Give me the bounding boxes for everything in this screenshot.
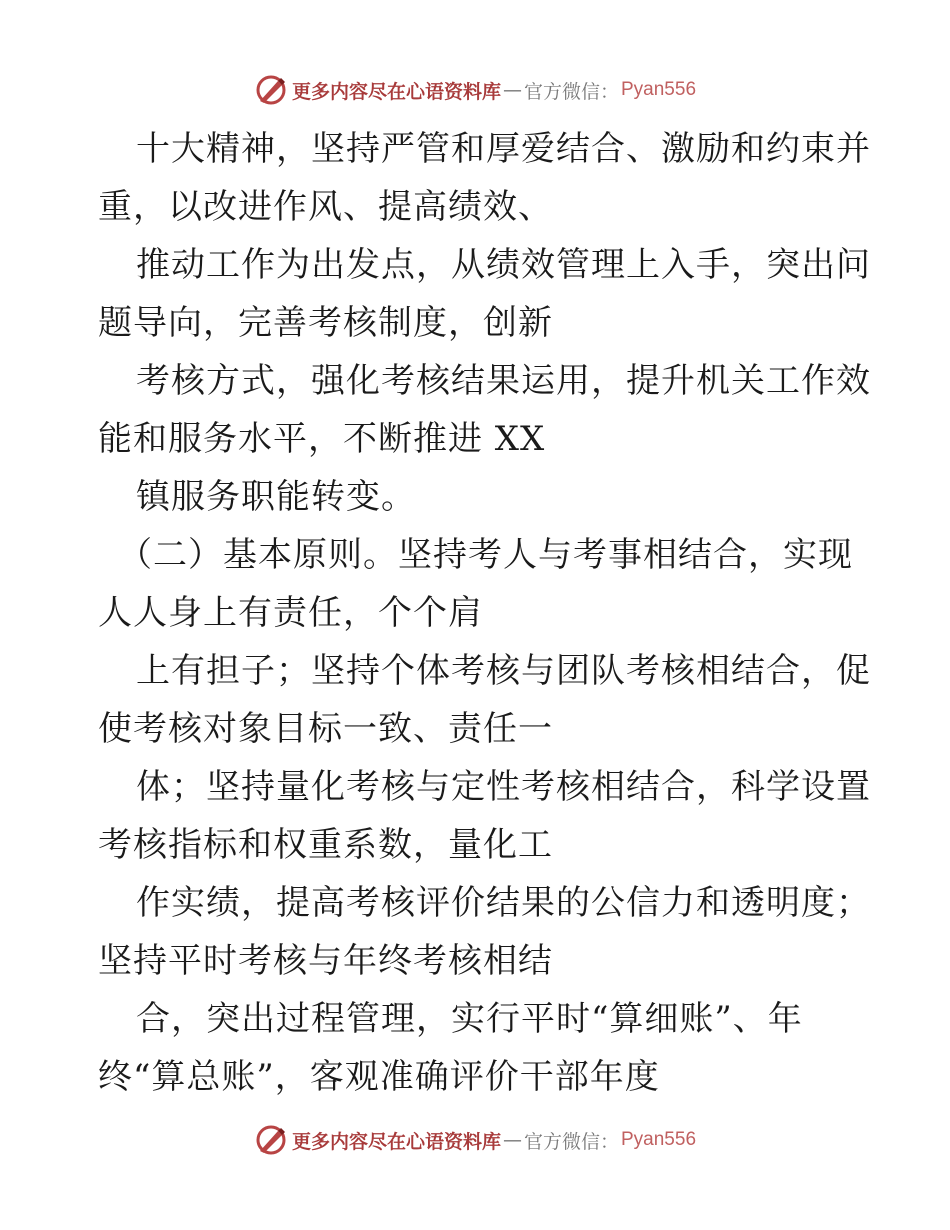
body-line: 十大精神，坚持严管和厚爱结合、激励和约束并 <box>136 129 871 169</box>
body-line: 终“算总账”，客观准确评价干部年度 <box>98 1057 660 1097</box>
watermark-site-text: 更多内容尽在心语资料库 <box>291 80 501 103</box>
body-line: 合，突出过程管理，实行平时“算细账”、年 <box>136 999 803 1039</box>
header-watermark <box>0 70 950 110</box>
body-line: 人人身上有责任，个个肩 <box>98 593 483 633</box>
body-line: 能和服务水平，不断推进 XX <box>98 419 546 459</box>
body-line: 重，以改进作风、提高绩效、 <box>98 187 553 227</box>
body-line: 使考核对象目标一致、责任一 <box>98 709 553 749</box>
body-line: 推动工作为出发点，从绩效管理上入手，突出问 <box>136 245 871 285</box>
body-line: 考核方式，强化考核结果运用，提升机关工作效 <box>136 361 871 401</box>
watermark-account-id: Pyan556 <box>621 79 697 100</box>
watermark-site-text: 更多内容尽在心语资料库 <box>291 1130 501 1153</box>
watermark-account-id: Pyan556 <box>621 1129 697 1150</box>
footer-watermark <box>0 1120 950 1160</box>
body-line: 坚持平时考核与年终考核相结 <box>98 941 553 981</box>
watermark-dash: — <box>502 1129 522 1151</box>
body-line: 镇服务职能转变。 <box>136 477 416 517</box>
body-line: 作实绩，提高考核评价结果的公信力和透明度； <box>136 883 871 923</box>
body-line: （二）基本原则。坚持考人与考事相结合，实现 <box>118 535 853 575</box>
body-line: 题导向，完善考核制度，创新 <box>98 303 553 343</box>
pen-logo-icon <box>254 1123 288 1157</box>
watermark-official-label: 官方微信： <box>523 80 619 103</box>
body-line: 上有担子；坚持个体考核与团队考核相结合，促 <box>136 651 871 691</box>
pen-logo-icon <box>254 73 288 107</box>
watermark-official-label: 官方微信： <box>523 1130 619 1153</box>
body-line: 体；坚持量化考核与定性考核相结合，科学设置 <box>136 767 871 807</box>
body-line: 考核指标和权重系数，量化工 <box>98 825 553 865</box>
watermark-dash: — <box>502 79 522 101</box>
